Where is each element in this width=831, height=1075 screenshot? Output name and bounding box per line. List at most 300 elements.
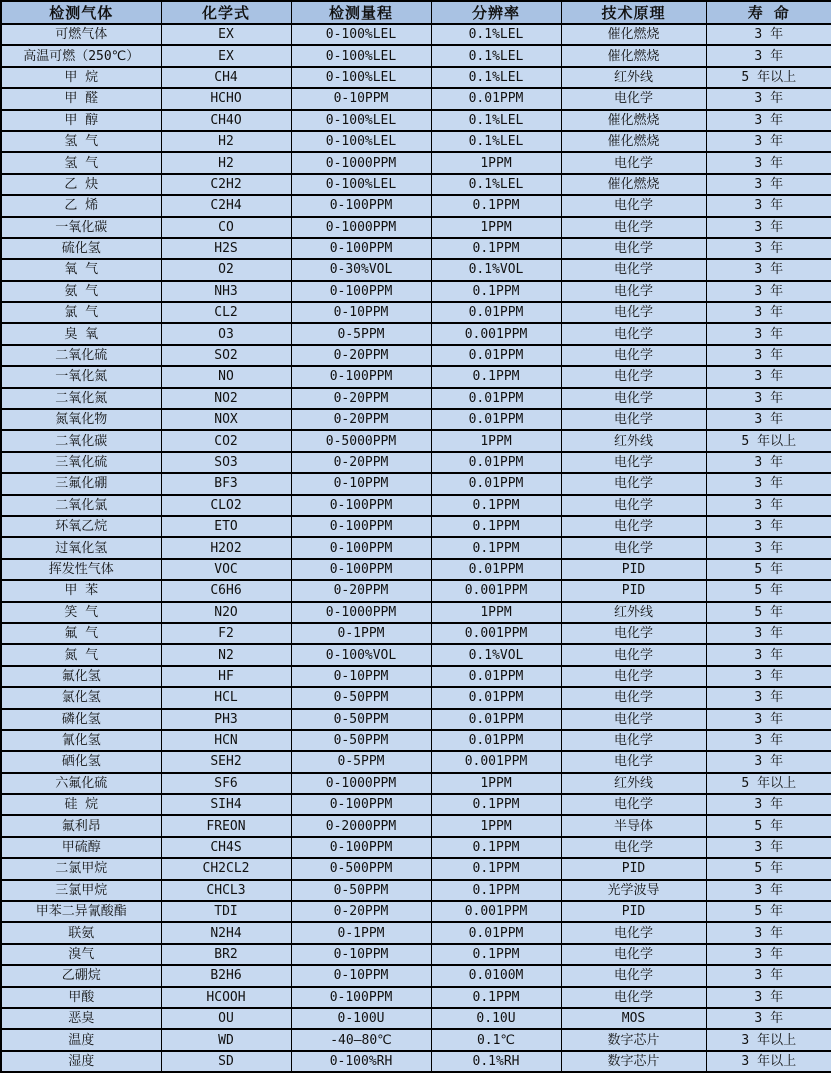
table-row xyxy=(1,88,831,109)
cell-range: 0-50PPM xyxy=(291,687,431,708)
cell-principle: 电化学 xyxy=(561,709,706,730)
cell-resolution: 0.1℃ xyxy=(431,1029,561,1050)
cell-range: 0-20PPM xyxy=(291,388,431,409)
cell-range: 0-100%LEL xyxy=(291,45,431,66)
cell-principle: 电化学 xyxy=(561,195,706,216)
cell-range: 0-100%LEL xyxy=(291,110,431,131)
cell-lifespan: 5 年以上 xyxy=(706,430,831,451)
cell-formula: VOC xyxy=(161,559,291,580)
cell-principle: 电化学 xyxy=(561,987,706,1008)
column-header-principle: 技术原理 xyxy=(561,1,706,24)
cell-lifespan: 3 年 xyxy=(706,409,831,430)
cell-resolution: 0.1PPM xyxy=(431,794,561,815)
cell-range: 0-100PPM xyxy=(291,987,431,1008)
table-row xyxy=(1,687,831,708)
cell-principle: 电化学 xyxy=(561,837,706,858)
cell-gas: 三氟化硼 xyxy=(1,473,161,494)
table-row xyxy=(1,345,831,366)
cell-principle: 电化学 xyxy=(561,537,706,558)
table-row xyxy=(1,901,831,922)
cell-gas: 乙硼烷 xyxy=(1,965,161,986)
cell-range: 0-100PPM xyxy=(291,495,431,516)
table-row xyxy=(1,473,831,494)
cell-range: 0-100%LEL xyxy=(291,24,431,45)
cell-principle: 电化学 xyxy=(561,473,706,494)
table-row xyxy=(1,944,831,965)
cell-resolution: 0.1PPM xyxy=(431,987,561,1008)
cell-gas: 挥发性气体 xyxy=(1,559,161,580)
cell-lifespan: 3 年 xyxy=(706,709,831,730)
cell-resolution: 0.01PPM xyxy=(431,302,561,323)
cell-gas: 乙 烯 xyxy=(1,195,161,216)
cell-principle: 红外线 xyxy=(561,602,706,623)
table-row xyxy=(1,495,831,516)
cell-resolution: 0.01PPM xyxy=(431,559,561,580)
cell-lifespan: 3 年 xyxy=(706,473,831,494)
cell-formula: PH3 xyxy=(161,709,291,730)
cell-lifespan: 3 年 xyxy=(706,195,831,216)
cell-principle: 电化学 xyxy=(561,644,706,665)
table-row xyxy=(1,516,831,537)
cell-lifespan: 3 年 xyxy=(706,837,831,858)
cell-formula: HCL xyxy=(161,687,291,708)
cell-gas: 硅 烷 xyxy=(1,794,161,815)
table-row xyxy=(1,430,831,451)
cell-principle: 催化燃烧 xyxy=(561,174,706,195)
cell-lifespan: 3 年 xyxy=(706,516,831,537)
cell-principle: 电化学 xyxy=(561,922,706,943)
cell-gas: 环氧乙烷 xyxy=(1,516,161,537)
cell-resolution: 1PPM xyxy=(431,217,561,238)
cell-formula: N2H4 xyxy=(161,922,291,943)
cell-lifespan: 5 年 xyxy=(706,602,831,623)
cell-range: 0-100U xyxy=(291,1008,431,1029)
cell-gas: 氯化氢 xyxy=(1,687,161,708)
cell-principle: 电化学 xyxy=(561,666,706,687)
table-row xyxy=(1,730,831,751)
cell-lifespan: 5 年 xyxy=(706,559,831,580)
cell-gas: 氢 气 xyxy=(1,152,161,173)
cell-gas: 二氧化氮 xyxy=(1,388,161,409)
table-row xyxy=(1,1029,831,1050)
cell-principle: 电化学 xyxy=(561,730,706,751)
cell-gas: 三氯甲烷 xyxy=(1,880,161,901)
cell-formula: CO2 xyxy=(161,430,291,451)
cell-lifespan: 3 年 xyxy=(706,965,831,986)
cell-range: 0-10PPM xyxy=(291,944,431,965)
cell-range: 0-1PPM xyxy=(291,922,431,943)
cell-resolution: 1PPM xyxy=(431,773,561,794)
cell-range: 0-10PPM xyxy=(291,965,431,986)
column-header-gas: 检测气体 xyxy=(1,1,161,24)
cell-principle: 电化学 xyxy=(561,623,706,644)
cell-lifespan: 3 年 xyxy=(706,45,831,66)
cell-range: 0-20PPM xyxy=(291,345,431,366)
cell-lifespan: 3 年 xyxy=(706,217,831,238)
cell-lifespan: 3 年 xyxy=(706,323,831,344)
cell-formula: CL2 xyxy=(161,302,291,323)
cell-range: 0-10PPM xyxy=(291,88,431,109)
cell-formula: NO2 xyxy=(161,388,291,409)
table-row xyxy=(1,366,831,387)
cell-gas: 甲 醛 xyxy=(1,88,161,109)
cell-range: 0-20PPM xyxy=(291,452,431,473)
table-row xyxy=(1,195,831,216)
cell-formula: H2 xyxy=(161,131,291,152)
cell-lifespan: 3 年 xyxy=(706,495,831,516)
cell-resolution: 1PPM xyxy=(431,815,561,836)
table-header-row xyxy=(1,1,831,24)
cell-gas: 溴气 xyxy=(1,944,161,965)
cell-range: 0-5PPM xyxy=(291,751,431,772)
cell-principle: PID xyxy=(561,901,706,922)
cell-lifespan: 3 年 xyxy=(706,302,831,323)
cell-formula: F2 xyxy=(161,623,291,644)
cell-range: 0-500PPM xyxy=(291,858,431,879)
cell-lifespan: 3 年 xyxy=(706,24,831,45)
cell-range: 0-100PPM xyxy=(291,794,431,815)
table-row xyxy=(1,880,831,901)
cell-lifespan: 3 年 xyxy=(706,666,831,687)
table-row xyxy=(1,1051,831,1072)
cell-resolution: 0.0100M xyxy=(431,965,561,986)
cell-resolution: 0.1PPM xyxy=(431,837,561,858)
cell-gas: 氟化氢 xyxy=(1,666,161,687)
cell-gas: 二氧化硫 xyxy=(1,345,161,366)
cell-range: 0-1PPM xyxy=(291,623,431,644)
cell-range: 0-5PPM xyxy=(291,323,431,344)
cell-range: 0-10PPM xyxy=(291,666,431,687)
cell-principle: 电化学 xyxy=(561,388,706,409)
cell-lifespan: 3 年 xyxy=(706,259,831,280)
cell-resolution: 0.1%VOL xyxy=(431,644,561,665)
cell-formula: HCHO xyxy=(161,88,291,109)
cell-formula: CHCL3 xyxy=(161,880,291,901)
cell-range: 0-100PPM xyxy=(291,559,431,580)
cell-range: 0-100PPM xyxy=(291,281,431,302)
cell-gas: 六氟化硫 xyxy=(1,773,161,794)
cell-range: 0-50PPM xyxy=(291,880,431,901)
cell-formula: SF6 xyxy=(161,773,291,794)
cell-formula: CH4S xyxy=(161,837,291,858)
cell-principle: PID xyxy=(561,559,706,580)
cell-formula: EX xyxy=(161,45,291,66)
cell-principle: 电化学 xyxy=(561,751,706,772)
table-row xyxy=(1,1008,831,1029)
cell-resolution: 0.01PPM xyxy=(431,88,561,109)
cell-lifespan: 3 年 xyxy=(706,452,831,473)
table-body xyxy=(1,24,831,1072)
cell-gas: 氮氧化物 xyxy=(1,409,161,430)
cell-gas: 甲苯二异氰酸酯 xyxy=(1,901,161,922)
cell-formula: CLO2 xyxy=(161,495,291,516)
cell-gas: 乙 炔 xyxy=(1,174,161,195)
cell-resolution: 0.1PPM xyxy=(431,238,561,259)
cell-resolution: 0.01PPM xyxy=(431,409,561,430)
cell-range: 0-5000PPM xyxy=(291,430,431,451)
cell-formula: CH4 xyxy=(161,67,291,88)
table-row xyxy=(1,815,831,836)
cell-resolution: 1PPM xyxy=(431,602,561,623)
cell-principle: 红外线 xyxy=(561,773,706,794)
cell-formula: OU xyxy=(161,1008,291,1029)
cell-range: -40—80℃ xyxy=(291,1029,431,1050)
cell-range: 0-1000PPM xyxy=(291,602,431,623)
cell-principle: PID xyxy=(561,580,706,601)
cell-principle: 电化学 xyxy=(561,259,706,280)
cell-resolution: 0.01PPM xyxy=(431,388,561,409)
cell-principle: 电化学 xyxy=(561,152,706,173)
cell-formula: CO xyxy=(161,217,291,238)
cell-lifespan: 5 年以上 xyxy=(706,773,831,794)
cell-formula: C2H4 xyxy=(161,195,291,216)
cell-lifespan: 3 年 xyxy=(706,623,831,644)
cell-gas: 二氧化碳 xyxy=(1,430,161,451)
cell-principle: 光学波导 xyxy=(561,880,706,901)
cell-gas: 联氨 xyxy=(1,922,161,943)
cell-gas: 甲硫醇 xyxy=(1,837,161,858)
cell-lifespan: 3 年 xyxy=(706,281,831,302)
cell-principle: 电化学 xyxy=(561,366,706,387)
cell-resolution: 0.1PPM xyxy=(431,944,561,965)
cell-lifespan: 3 年 xyxy=(706,388,831,409)
cell-gas: 硒化氢 xyxy=(1,751,161,772)
cell-range: 0-50PPM xyxy=(291,709,431,730)
cell-lifespan: 3 年 xyxy=(706,987,831,1008)
cell-gas: 湿度 xyxy=(1,1051,161,1072)
cell-resolution: 0.1PPM xyxy=(431,495,561,516)
cell-formula: TDI xyxy=(161,901,291,922)
cell-principle: 电化学 xyxy=(561,944,706,965)
cell-range: 0-100PPM xyxy=(291,238,431,259)
cell-principle: 电化学 xyxy=(561,88,706,109)
cell-gas: 磷化氢 xyxy=(1,709,161,730)
cell-lifespan: 3 年 xyxy=(706,687,831,708)
cell-gas: 氧 气 xyxy=(1,259,161,280)
cell-gas: 氟 气 xyxy=(1,623,161,644)
cell-gas: 二氯甲烷 xyxy=(1,858,161,879)
cell-formula: O2 xyxy=(161,259,291,280)
cell-principle: 催化燃烧 xyxy=(561,45,706,66)
cell-lifespan: 3 年 xyxy=(706,944,831,965)
cell-formula: H2 xyxy=(161,152,291,173)
cell-formula: HCN xyxy=(161,730,291,751)
cell-gas: 二氧化氯 xyxy=(1,495,161,516)
cell-principle: 电化学 xyxy=(561,217,706,238)
cell-range: 0-1000PPM xyxy=(291,217,431,238)
cell-resolution: 0.001PPM xyxy=(431,580,561,601)
cell-lifespan: 3 年 xyxy=(706,644,831,665)
cell-range: 0-2000PPM xyxy=(291,815,431,836)
table-row xyxy=(1,238,831,259)
table-row xyxy=(1,537,831,558)
cell-resolution: 1PPM xyxy=(431,152,561,173)
cell-resolution: 0.01PPM xyxy=(431,687,561,708)
cell-range: 0-100PPM xyxy=(291,837,431,858)
cell-formula: ETO xyxy=(161,516,291,537)
cell-principle: 电化学 xyxy=(561,965,706,986)
cell-formula: CH2CL2 xyxy=(161,858,291,879)
cell-formula: C2H2 xyxy=(161,174,291,195)
cell-lifespan: 3 年 xyxy=(706,366,831,387)
cell-lifespan: 3 年 xyxy=(706,88,831,109)
table-row xyxy=(1,259,831,280)
cell-principle: 电化学 xyxy=(561,687,706,708)
cell-principle: 催化燃烧 xyxy=(561,24,706,45)
table-row xyxy=(1,602,831,623)
cell-formula: EX xyxy=(161,24,291,45)
cell-principle: 数字芯片 xyxy=(561,1029,706,1050)
cell-gas: 臭 氧 xyxy=(1,323,161,344)
column-header-formula: 化学式 xyxy=(161,1,291,24)
cell-gas: 氟利昂 xyxy=(1,815,161,836)
cell-formula: SO3 xyxy=(161,452,291,473)
cell-formula: NO xyxy=(161,366,291,387)
table-row xyxy=(1,110,831,131)
cell-resolution: 0.1PPM xyxy=(431,195,561,216)
table-row xyxy=(1,559,831,580)
cell-principle: 半导体 xyxy=(561,815,706,836)
cell-lifespan: 5 年以上 xyxy=(706,67,831,88)
cell-resolution: 0.1PPM xyxy=(431,366,561,387)
column-header-lifespan: 寿 命 xyxy=(706,1,831,24)
cell-principle: 电化学 xyxy=(561,281,706,302)
cell-gas: 氨 气 xyxy=(1,281,161,302)
cell-resolution: 0.01PPM xyxy=(431,473,561,494)
cell-resolution: 0.1PPM xyxy=(431,537,561,558)
cell-resolution: 0.1PPM xyxy=(431,858,561,879)
cell-principle: 电化学 xyxy=(561,409,706,430)
cell-range: 0-20PPM xyxy=(291,409,431,430)
cell-resolution: 0.01PPM xyxy=(431,730,561,751)
table-row xyxy=(1,452,831,473)
cell-principle: 电化学 xyxy=(561,302,706,323)
table-row xyxy=(1,131,831,152)
cell-principle: 电化学 xyxy=(561,345,706,366)
cell-lifespan: 3 年 xyxy=(706,922,831,943)
table-row xyxy=(1,174,831,195)
cell-range: 0-50PPM xyxy=(291,730,431,751)
cell-lifespan: 3 年 xyxy=(706,730,831,751)
cell-principle: 电化学 xyxy=(561,323,706,344)
cell-range: 0-100%RH xyxy=(291,1051,431,1072)
table-header xyxy=(1,1,831,24)
cell-lifespan: 3 年 xyxy=(706,174,831,195)
cell-resolution: 0.1PPM xyxy=(431,281,561,302)
cell-formula: SIH4 xyxy=(161,794,291,815)
cell-range: 0-100PPM xyxy=(291,366,431,387)
column-header-range: 检测量程 xyxy=(291,1,431,24)
cell-gas: 高温可燃（250℃） xyxy=(1,45,161,66)
table-row xyxy=(1,751,831,772)
cell-gas: 甲酸 xyxy=(1,987,161,1008)
cell-resolution: 0.1%VOL xyxy=(431,259,561,280)
table-row xyxy=(1,302,831,323)
cell-range: 0-100%LEL xyxy=(291,131,431,152)
table-row xyxy=(1,773,831,794)
table-row xyxy=(1,217,831,238)
cell-formula: CH4O xyxy=(161,110,291,131)
cell-resolution: 0.1%LEL xyxy=(431,110,561,131)
cell-range: 0-100PPM xyxy=(291,195,431,216)
table-row xyxy=(1,45,831,66)
table-row xyxy=(1,709,831,730)
cell-resolution: 0.001PPM xyxy=(431,751,561,772)
cell-formula: SO2 xyxy=(161,345,291,366)
cell-principle: 红外线 xyxy=(561,430,706,451)
cell-lifespan: 5 年 xyxy=(706,858,831,879)
cell-range: 0-20PPM xyxy=(291,580,431,601)
cell-gas: 甲 苯 xyxy=(1,580,161,601)
cell-gas: 笑 气 xyxy=(1,602,161,623)
cell-range: 0-1000PPM xyxy=(291,773,431,794)
table-row xyxy=(1,152,831,173)
cell-gas: 氮 气 xyxy=(1,644,161,665)
table-row xyxy=(1,666,831,687)
cell-range: 0-100%LEL xyxy=(291,174,431,195)
cell-range: 0-10PPM xyxy=(291,473,431,494)
cell-lifespan: 3 年 xyxy=(706,537,831,558)
table-row xyxy=(1,837,831,858)
table-row xyxy=(1,623,831,644)
cell-range: 0-100PPM xyxy=(291,516,431,537)
cell-formula: HCOOH xyxy=(161,987,291,1008)
cell-formula: SD xyxy=(161,1051,291,1072)
cell-resolution: 0.001PPM xyxy=(431,623,561,644)
cell-resolution: 0.1PPM xyxy=(431,516,561,537)
cell-formula: HF xyxy=(161,666,291,687)
cell-resolution: 0.1%LEL xyxy=(431,131,561,152)
cell-lifespan: 5 年 xyxy=(706,580,831,601)
cell-principle: 红外线 xyxy=(561,67,706,88)
cell-formula: B2H6 xyxy=(161,965,291,986)
cell-gas: 过氧化氢 xyxy=(1,537,161,558)
cell-gas: 三氧化硫 xyxy=(1,452,161,473)
cell-resolution: 0.10U xyxy=(431,1008,561,1029)
cell-resolution: 0.1%LEL xyxy=(431,67,561,88)
cell-range: 0-100%VOL xyxy=(291,644,431,665)
cell-lifespan: 3 年 xyxy=(706,131,831,152)
cell-lifespan: 3 年 xyxy=(706,794,831,815)
cell-gas: 恶臭 xyxy=(1,1008,161,1029)
cell-principle: 电化学 xyxy=(561,452,706,473)
cell-range: 0-1000PPM xyxy=(291,152,431,173)
cell-resolution: 0.01PPM xyxy=(431,922,561,943)
cell-gas: 一氧化氮 xyxy=(1,366,161,387)
cell-resolution: 0.01PPM xyxy=(431,709,561,730)
cell-formula: H2S xyxy=(161,238,291,259)
cell-formula: WD xyxy=(161,1029,291,1050)
cell-lifespan: 3 年 xyxy=(706,345,831,366)
cell-principle: PID xyxy=(561,858,706,879)
column-header-resolution: 分辨率 xyxy=(431,1,561,24)
cell-gas: 甲 烷 xyxy=(1,67,161,88)
cell-gas: 一氧化碳 xyxy=(1,217,161,238)
cell-gas: 氢 气 xyxy=(1,131,161,152)
table-row xyxy=(1,987,831,1008)
cell-formula: N2 xyxy=(161,644,291,665)
cell-principle: 电化学 xyxy=(561,516,706,537)
cell-resolution: 0.01PPM xyxy=(431,666,561,687)
cell-gas: 甲 醇 xyxy=(1,110,161,131)
cell-lifespan: 3 年以上 xyxy=(706,1051,831,1072)
table-row xyxy=(1,409,831,430)
table-row xyxy=(1,67,831,88)
table-row xyxy=(1,24,831,45)
table-row xyxy=(1,644,831,665)
table-row xyxy=(1,794,831,815)
cell-formula: C6H6 xyxy=(161,580,291,601)
